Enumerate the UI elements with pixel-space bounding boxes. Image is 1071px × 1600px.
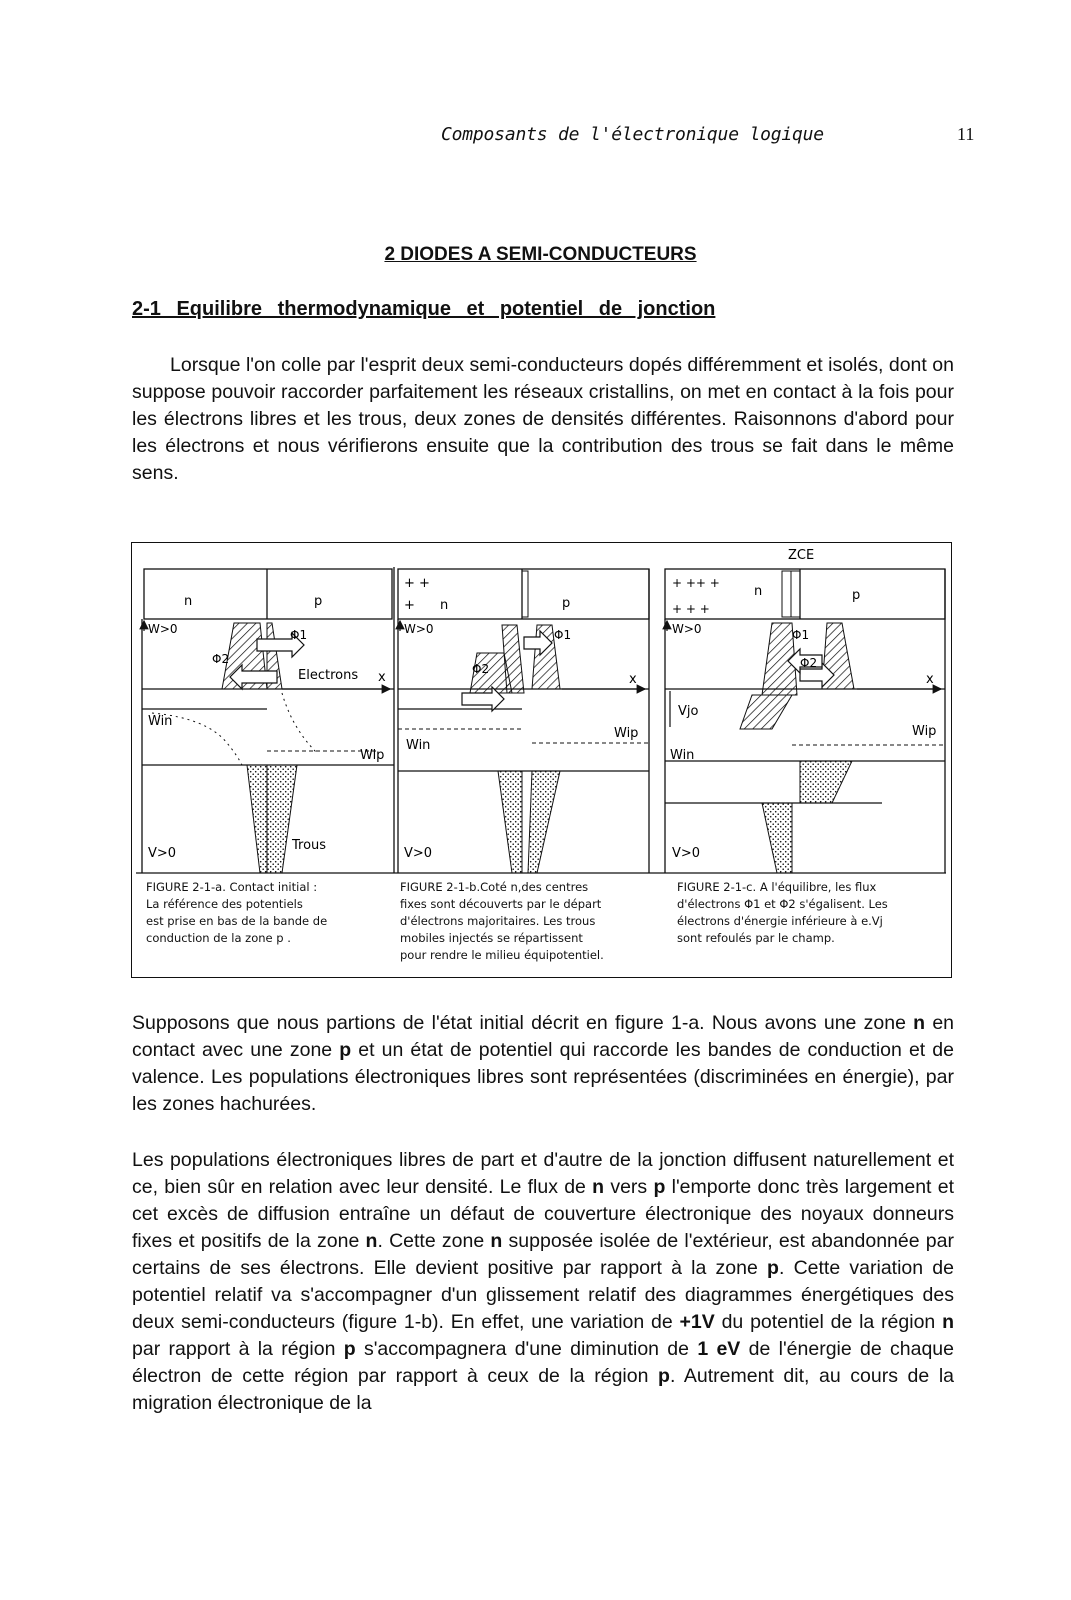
paragraph-intro: Lorsque l'on colle par l'esprit deux semi-conducteurs dopés différemment et isolés, dont on suppose pouvoir raccorder parfaitement les réseaux cristallins, on met en contact à la fois pour les électrons libres et les trous, deux zones de densités différentes. Raisonnons d'abord pour les électrons et nous vérifierons ensuite que la contribution des trous se fait dans le même sens. — [132, 354, 954, 484]
panel-b-plus-mid: + — [404, 598, 415, 613]
panel-c-plus-bot: + + + — [672, 602, 710, 616]
panel-b-n-label: n — [440, 598, 449, 613]
panel-a-electrons-label: Electrons — [298, 668, 359, 683]
figure-caption-b: FIGURE 2-1-b.Coté n,des centres fixes sont découverts par le départ d'électrons majoritaires. Les trous mobiles injectés se répartissent pour rendre le milieu équipotentiel. — [400, 880, 604, 962]
panel-c-vjo-label: Vjo — [678, 704, 699, 719]
panel-a-p-label: p — [314, 594, 323, 609]
panel-b-w-label: W>0 — [404, 622, 434, 636]
panel-a-phi2: Φ2 — [212, 652, 230, 666]
figure-caption-a: FIGURE 2-1-a. Contact initial : La référence des potentiels est prise en bas de la bande de conduction de la zone p . — [146, 880, 328, 945]
panel-b-wip-label: Wip — [614, 726, 639, 741]
panel-b-phi2: Φ2 — [472, 662, 490, 676]
panel-a-trous-label: Trous — [292, 838, 327, 853]
panel-b-phi1: Φ1 — [554, 628, 572, 642]
panel-b-x-label: x — [629, 672, 637, 687]
panel-c-p-label: p — [852, 588, 861, 603]
panel-a-phi1: Φ1 — [290, 628, 308, 642]
figure-2-1 — [131, 542, 952, 978]
panel-a-win-label: Win — [148, 714, 173, 729]
panel-a — [142, 567, 394, 873]
panel-c-win-label: Win — [670, 748, 695, 763]
paragraph-initial-state: Supposons que nous partions de l'état initial décrit en figure 1-a. Nous avons une zone n en contact avec une zone p et un état de potentiel qui raccorde les bandes de conduction et de valence. Les populations électroniques libres sont représentées (discriminées en énergie), par les zones hachurées. — [132, 1012, 955, 1115]
running-header-title: Composants de l'électronique logique — [441, 124, 824, 145]
panel-c-plus-top: + ++ + — [672, 576, 720, 590]
panel-a-w-label: W>0 — [148, 622, 178, 636]
chapter-title: 2 DIODES A SEMI-CONDUCTEURS — [384, 244, 697, 265]
panel-c-wip-label: Wip — [912, 724, 937, 739]
panel-a-n-label: n — [184, 594, 193, 609]
panel-c-w-label: W>0 — [672, 622, 702, 636]
panel-b-v-label: V>0 — [404, 846, 433, 861]
panel-a-v-label: V>0 — [148, 846, 177, 861]
panel-b-p-label: p — [562, 596, 571, 611]
panel-c-v-label: V>0 — [672, 846, 701, 861]
section-title: 2-1 Equilibre thermodynamique et potentiel de jonction — [132, 298, 716, 320]
zce-label: ZCE — [788, 548, 815, 563]
panel-b-plus-top: + + — [404, 576, 430, 591]
panel-c-phi2: Φ2 — [800, 656, 818, 670]
panel-a-wip-label: Wip — [360, 748, 385, 763]
panel-c-phi1: Φ1 — [792, 628, 810, 642]
panel-c-n-label: n — [754, 584, 763, 599]
panel-c-x-label: x — [926, 672, 934, 687]
panel-c — [665, 548, 945, 873]
figure-caption-c: FIGURE 2-1-c. A l'équilibre, les flux d'électrons Φ1 et Φ2 s'égalisent. Les électrons d'énergie inférieure à e.Vj sont refoulés par le champ. — [677, 880, 888, 945]
panel-b — [398, 569, 649, 873]
paragraph-diffusion: Les populations électroniques libres de part et d'autre de la jonction diffusent naturellement et ce, bien sûr en relation avec leur densité. Le flux de n vers p l'emporte donc très largement et cet excès de diffusion entraîne un défaut de couverture électronique des noyaux donneurs fixes et positifs de la zone n. Cette zone n supposée isolée de l'extérieur, est abandonnée par certains de ses électrons. Elle devient positive par rapport à la zone p. Cette variation de potentiel relatif va s'accompagner d'un glissement relatif des diagrammes énergétiques des deux semi-conducteurs (figure 1-b). En effet, une variation de +1V du potentiel de la région n par rapport à la région p s'accompagnera d'une diminution de 1 eV de l'énergie de chaque électron de cette région par rapport à ceux de la région p. Autrement dit, au cours de la migration électronique de la — [132, 1149, 955, 1414]
panel-b-win-label: Win — [406, 738, 431, 753]
page-number: 11 — [957, 124, 975, 144]
panel-a-x-label: x — [378, 670, 386, 685]
